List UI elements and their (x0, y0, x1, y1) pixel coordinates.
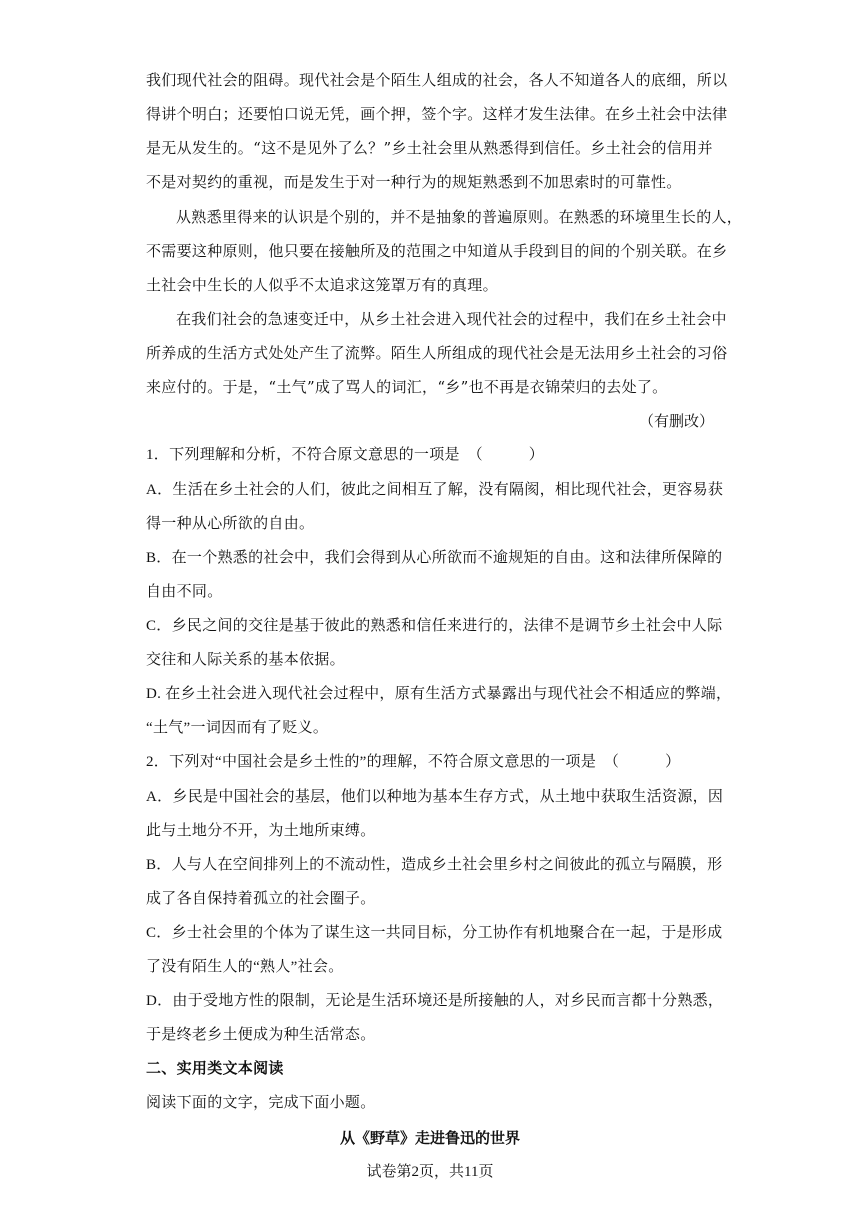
q1-option-b: B．在一个熟悉的社会中，我们会得到从心所欲而不逾规矩的自由。这和法律所保障的 (146, 550, 723, 566)
q2-option-d: D．由于受地方性的限制，无论是生活环境还是所接触的人，对乡民而言都十分熟悉， (146, 993, 724, 1009)
passage-line: 不是对契约的重视，而是发生于对一种行为的规矩熟悉到不加思索时的可靠性。 (146, 173, 682, 191)
q2-option-c: C．乡士社会里的个体为了谋生这一共同目标，分工协作有机地聚合在一起，于是形成 (146, 925, 723, 941)
q2-option-a: A．乡民是中国社会的基层，他们以种地为基本生存方式，从土地中获取生活资源，因 (146, 789, 724, 805)
section-heading: 二、实用类文本阅读 (146, 1061, 284, 1077)
source-note: （有删改） (638, 412, 714, 430)
q1-option-c-cont: 交往和人际关系的基本依据。 (146, 652, 345, 668)
passage-line: 所养成的生活方式处处产生了流弊。陌生人所组成的现代社会是无法用乡土社会的习俗 (146, 344, 728, 362)
q2-option-b: B．人与人在空间排列上的不流动性，造成乡土社会里乡村之间彼此的孤立与隔膜，形 (146, 857, 723, 873)
passage-line: 是无从发生的。“这不是见外了么？”乡土社会里从熟悉得到信任。乡土社会的信用并 (146, 139, 713, 157)
page-footer: 试卷第2页，共11页 (366, 1164, 494, 1180)
passage-line: 我们现代社会的阻碍。现代社会是个陌生人组成的社会，各人不知道各人的底细，所以 (146, 71, 728, 89)
passage-line: 土社会中生长的人似乎不太追求这笼罩万有的真理。 (146, 276, 498, 294)
q2-option-a-cont: 此与土地分不开，为土地所束缚。 (146, 823, 376, 839)
passage-line: 来应付的。于是，“土气”成了骂人的词汇，“乡”也不再是衣锦荣归的去处了。 (146, 378, 668, 396)
q1-option-b-cont: 自由不同。 (146, 584, 223, 600)
question-1-stem: 1．下列理解和分析，不符合原文意思的一项是 （ ） (146, 447, 545, 463)
q2-option-b-cont: 成了各自保持着孤立的社会圈子。 (146, 891, 376, 907)
article-title: 从《野草》走进鲁迅的世界 (339, 1129, 520, 1147)
q1-option-d-cont: “土气”一词因而有了贬义。 (146, 720, 329, 736)
passage-line: 不需要这种原则，他只要在接触所及的范围之中知道从手段到目的间的个别关联。在乡 (146, 242, 728, 260)
q2-option-c-cont: 了没有陌生人的“熟人”社会。 (146, 959, 344, 975)
passage-line: 得讲个明白；还要怕口说无凭，画个押，签个字。这样才发生法律。在乡土社会中法律 (146, 105, 728, 123)
q1-option-a: A．生活在乡土社会的人们，彼此之间相互了解，没有隔阂，相比现代社会，更容易获 (146, 482, 724, 498)
q2-option-d-cont: 于是终老乡土便成为种生活常态。 (146, 1027, 376, 1043)
q1-option-c: C．乡民之间的交往是基于彼此的熟悉和信任来进行的，法律不是调节乡土社会中人际 (146, 618, 723, 634)
section-instruction: 阅读下面的文字，完成下面小题。 (146, 1095, 376, 1111)
q1-option-d: D. 在乡土社会进入现代社会过程中，原有生活方式暴露出与现代社会不相适应的弊端， (146, 686, 732, 702)
question-2-stem: 2．下列对“中国社会是乡土性的”的理解，不符合原文意思的一项是 （ ） (146, 754, 681, 770)
q1-option-a-cont: 得一种从心所欲的自由。 (146, 516, 315, 532)
passage-line: 从熟悉里得来的认识是个别的，并不是抽象的普遍原则。在熟悉的环境里生长的人， (176, 208, 743, 226)
passage-line: 在我们社会的急速变迁中，从乡土社会进入现代社会的过程中，我们在乡土社会中 (176, 310, 727, 328)
